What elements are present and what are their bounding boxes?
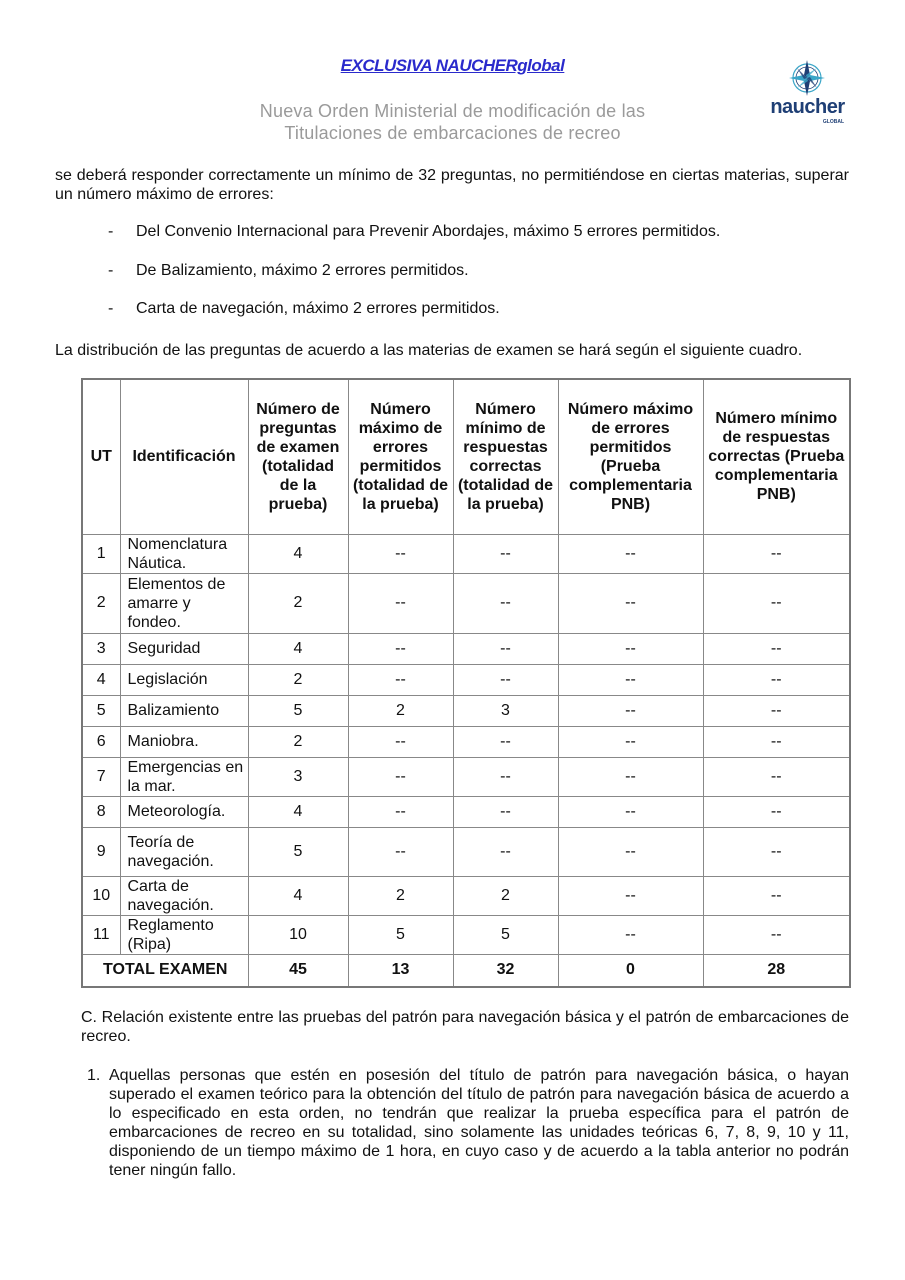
item-text: Aquellas personas que estén en posesión del título de patrón para navegación básica, o hayan superado el examen teórico para la obtención del título de patrón para navegación básica de acuerdo a lo especificado en esta orden, no tendrán que realizar la prueba específica para el patrón de embarcaciones de recreo en su totalidad, sino solamente las unidades teóricas 6, 7, 8, 9, 10 y 11, disponiendo de un tiempo máximo de 1 hora, en cuyo caso y de acuerdo a la tabla anterior no podrán tener ningún fallo.: [109, 1067, 849, 1179]
table-cell: --: [558, 534, 703, 573]
compass-rose-icon: [765, 58, 850, 98]
naucher-logo: [765, 58, 850, 128]
table-cell: 28: [703, 954, 850, 987]
table-cell: Legislación: [120, 664, 248, 695]
table-cell: 4: [248, 796, 348, 827]
table-cell: 10: [248, 915, 348, 954]
table-cell: 5: [248, 695, 348, 726]
table-total-row: [82, 954, 850, 987]
table-cell: --: [558, 827, 703, 876]
table-cell: 2: [348, 695, 453, 726]
table-cell: 5: [453, 915, 558, 954]
distribution-paragraph: La distribución de las preguntas de acuerdo a las materias de examen se hará según el siguiente cuadro.: [55, 342, 803, 359]
table-row: [82, 915, 850, 954]
bullet-dash: -: [108, 300, 114, 317]
table-cell: --: [703, 796, 850, 827]
column-header: UT: [82, 379, 120, 534]
table-cell: --: [558, 915, 703, 954]
table-cell: --: [703, 633, 850, 664]
table-cell: --: [348, 757, 453, 796]
table-row: [82, 827, 850, 876]
table-cell: Balizamiento: [120, 695, 248, 726]
table-cell: Nomenclatura Náutica.: [120, 534, 248, 573]
table-cell: --: [558, 695, 703, 726]
table-row: [82, 664, 850, 695]
table-cell: --: [703, 695, 850, 726]
table-cell: --: [348, 633, 453, 664]
table-cell: 4: [248, 876, 348, 915]
table-cell: Seguridad: [120, 633, 248, 664]
table-cell: --: [703, 827, 850, 876]
table-cell: --: [558, 664, 703, 695]
table-cell: 2: [248, 664, 348, 695]
table-row: [82, 796, 850, 827]
bullet-text: De Balizamiento, máximo 2 errores permitidos.: [136, 262, 469, 279]
table-cell: --: [348, 664, 453, 695]
table-cell: 3: [82, 633, 120, 664]
table-cell: 7: [82, 757, 120, 796]
bullet-text: Del Convenio Internacional para Prevenir Abordajes, máximo 5 errores permitidos.: [136, 223, 721, 240]
table-cell: --: [348, 827, 453, 876]
exam-distribution-table: [81, 378, 851, 988]
table-cell: Reglamento (Ripa): [120, 915, 248, 954]
table-cell: --: [348, 726, 453, 757]
table-cell: 2: [248, 573, 348, 633]
table-cell: Emergencias en la mar.: [120, 757, 248, 796]
table-cell: 5: [82, 695, 120, 726]
logo-wordmark: naucher: [770, 96, 845, 118]
table-cell: --: [703, 876, 850, 915]
table-cell: --: [453, 534, 558, 573]
table-cell: Maniobra.: [120, 726, 248, 757]
table-cell: 9: [82, 827, 120, 876]
table-cell: 2: [453, 876, 558, 915]
table-cell: 11: [82, 915, 120, 954]
table-row: [82, 726, 850, 757]
table-cell: Meteorología.: [120, 796, 248, 827]
table-cell: --: [703, 726, 850, 757]
table-cell: --: [703, 664, 850, 695]
header-title-link[interactable]: EXCLUSIVA NAUCHERglobal: [340, 56, 565, 75]
header-subtitle-line2: Titulaciones de embarcaciones de recreo: [284, 123, 621, 143]
table-cell: --: [558, 796, 703, 827]
table-cell: 1: [82, 534, 120, 573]
table-cell: --: [703, 573, 850, 633]
item-number: 1.: [87, 1067, 101, 1084]
bullet-text: Carta de navegación, máximo 2 errores permitidos.: [136, 300, 500, 317]
table-cell: --: [348, 534, 453, 573]
table-cell: TOTAL EXAMEN: [82, 954, 248, 987]
table-cell: 5: [248, 827, 348, 876]
table-cell: 2: [82, 573, 120, 633]
table-cell: --: [703, 757, 850, 796]
column-header: Número de preguntas de examen (totalidad de la prueba): [248, 379, 348, 534]
intro-paragraph: se deberá responder correctamente un mínimo de 32 preguntas, no permitiéndose en ciertas materias, superar un número máximo de errores:: [55, 167, 849, 203]
table-cell: 0: [558, 954, 703, 987]
table-row: [82, 757, 850, 796]
table-cell: --: [453, 573, 558, 633]
logo-subtext: GLOBAL: [822, 119, 844, 125]
header-subtitle-line1: Nueva Orden Ministerial de modificación de las: [259, 101, 646, 121]
column-header: Número máximo de errores permitidos (Prueba complementaria PNB): [558, 379, 703, 534]
header-subtitle: [180, 100, 725, 144]
table-cell: 6: [82, 726, 120, 757]
table-cell: 3: [453, 695, 558, 726]
bullet-dash: -: [108, 262, 114, 279]
table-cell: --: [453, 726, 558, 757]
table-header-row: [82, 379, 850, 534]
table-row: [82, 633, 850, 664]
bullet-dash: -: [108, 223, 114, 240]
table-row: [82, 876, 850, 915]
table-row: [82, 534, 850, 573]
column-header: Identificación: [120, 379, 248, 534]
table-cell: 2: [348, 876, 453, 915]
table-cell: 5: [348, 915, 453, 954]
table-cell: --: [453, 757, 558, 796]
table-cell: --: [453, 827, 558, 876]
table-cell: 3: [248, 757, 348, 796]
table-cell: --: [348, 796, 453, 827]
table-cell: Teoría de navegación.: [120, 827, 248, 876]
table-cell: --: [558, 757, 703, 796]
table-cell: --: [703, 915, 850, 954]
table-cell: --: [558, 633, 703, 664]
table-cell: 8: [82, 796, 120, 827]
table-cell: 13: [348, 954, 453, 987]
table-cell: --: [453, 633, 558, 664]
table-cell: --: [558, 876, 703, 915]
table-cell: 4: [248, 534, 348, 573]
table-cell: 2: [248, 726, 348, 757]
table-cell: 4: [248, 633, 348, 664]
section-c-heading: C. Relación existente entre las pruebas del patrón para navegación básica y el patrón de embarcaciones de recreo.: [81, 1009, 849, 1045]
table-cell: --: [453, 664, 558, 695]
table-cell: 32: [453, 954, 558, 987]
table-cell: Elementos de amarre y fondeo.: [120, 573, 248, 633]
table-row: [82, 695, 850, 726]
table-cell: --: [703, 534, 850, 573]
table-cell: 4: [82, 664, 120, 695]
table-cell: 10: [82, 876, 120, 915]
column-header: Número mínimo de respuestas correctas (totalidad de la prueba): [453, 379, 558, 534]
table-cell: Carta de navegación.: [120, 876, 248, 915]
table-cell: --: [348, 573, 453, 633]
table-cell: --: [558, 573, 703, 633]
table-cell: --: [558, 726, 703, 757]
table-cell: 45: [248, 954, 348, 987]
column-header: Número máximo de errores permitidos (totalidad de la prueba): [348, 379, 453, 534]
table-cell: --: [453, 796, 558, 827]
table-row: [82, 573, 850, 633]
column-header: Número mínimo de respuestas correctas (Prueba complementaria PNB): [703, 379, 850, 534]
